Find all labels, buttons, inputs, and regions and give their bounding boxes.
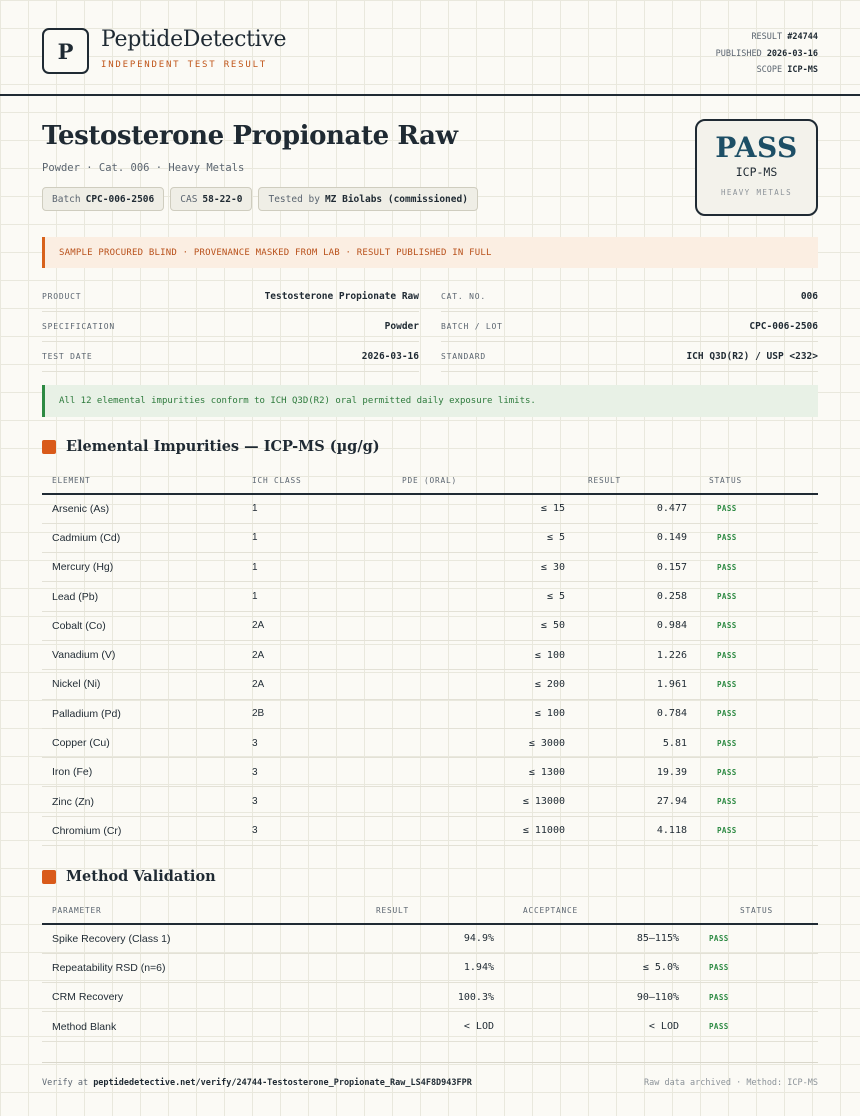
acceptance-criteria: 85–115% [504, 924, 689, 953]
element-name: Palladium (Pd) [42, 699, 242, 728]
section-marker-icon [42, 440, 56, 454]
ich-class: 3 [242, 728, 392, 757]
ich-class: 3 [242, 758, 392, 787]
table-row [42, 1012, 818, 1041]
result-value: 1.226 [575, 640, 697, 669]
status-badge: PASS [697, 582, 818, 611]
pde-limit: ≤ 15 [392, 494, 575, 523]
col-pde: PDE (ORAL) [392, 467, 575, 494]
pde-limit: ≤ 30 [392, 553, 575, 582]
cas-chip: CAS 58-22-0 [170, 187, 252, 211]
table-row [42, 553, 818, 582]
element-name: Cadmium (Cd) [42, 523, 242, 552]
impurities-section-title: Elemental Impurities — ICP-MS (µg/g) [42, 438, 380, 455]
status-badge: PASS [697, 611, 818, 640]
info-product: PRODUCT Testosterone Propionate Raw [42, 282, 419, 312]
status-badge: PASS [697, 670, 818, 699]
table-row [42, 728, 818, 757]
col-status: STATUS [689, 897, 818, 924]
ich-class: 1 [242, 582, 392, 611]
info-spec: SPECIFICATION Powder [42, 312, 419, 342]
pde-limit: ≤ 50 [392, 611, 575, 640]
element-name: Nickel (Ni) [42, 670, 242, 699]
result-id: RESULT #24744 [751, 32, 818, 42]
validation-table [42, 897, 818, 1042]
table-row [42, 924, 818, 953]
col-class: ICH CLASS [242, 467, 392, 494]
status-badge: PASS [697, 816, 818, 845]
verdict-method: ICP-MS [735, 165, 778, 179]
info-cat: CAT. NO. 006 [441, 282, 818, 312]
page-header [0, 0, 860, 96]
status-badge: PASS [697, 758, 818, 787]
status-badge: PASS [689, 953, 818, 982]
ich-class: 2A [242, 670, 392, 699]
result-value: 1.94% [352, 953, 504, 982]
info-date: TEST DATE 2026-03-16 [42, 342, 419, 372]
table-row [42, 787, 818, 816]
table-row [42, 816, 818, 845]
ich-class: 1 [242, 494, 392, 523]
status-badge: PASS [697, 494, 818, 523]
pde-limit: ≤ 100 [392, 640, 575, 669]
result-value: 0.984 [575, 611, 697, 640]
batch-chip: Batch CPC-006-2506 [42, 187, 164, 211]
parameter-name: Spike Recovery (Class 1) [42, 924, 352, 953]
ich-class: 2A [242, 640, 392, 669]
published-date: PUBLISHED 2026-03-16 [715, 48, 818, 59]
footer-divider [42, 1062, 818, 1063]
result-value: 0.157 [575, 553, 697, 582]
col-result: RESULT [352, 897, 504, 924]
status-badge: PASS [697, 787, 818, 816]
element-name: Copper (Cu) [42, 728, 242, 757]
result-value: 0.149 [575, 523, 697, 552]
brand-logo[interactable] [42, 28, 89, 74]
table-row [42, 953, 818, 982]
validation-section-title: Method Validation [42, 868, 216, 885]
table-row [42, 699, 818, 728]
element-name: Mercury (Hg) [42, 553, 242, 582]
element-name: Zinc (Zn) [42, 787, 242, 816]
pde-limit: ≤ 5 [392, 523, 575, 552]
status-badge: PASS [697, 699, 818, 728]
acceptance-criteria: ≤ 5.0% [504, 953, 689, 982]
acceptance-criteria: 90–110% [504, 983, 689, 1012]
table-row [42, 494, 818, 523]
blind-notice: SAMPLE PROCURED BLIND · PROVENANCE MASKED FROM LAB · RESULT PUBLISHED IN FULL [42, 237, 818, 268]
table-row [42, 582, 818, 611]
table-row [42, 640, 818, 669]
parameter-name: Method Blank [42, 1012, 352, 1041]
verify-link[interactable]: peptidedetective.net/verify/24744-Testosterone_Propionate_Raw_LS4F8D943FPR [93, 1078, 472, 1088]
section-marker-icon [42, 870, 56, 884]
info-standard: STANDARD ICH Q3D(R2) / USP <232> [441, 342, 818, 372]
table-row [42, 670, 818, 699]
report-meta [716, 29, 818, 79]
status-badge: PASS [689, 983, 818, 1012]
status-badge: PASS [697, 728, 818, 757]
ich-class: 2B [242, 699, 392, 728]
verdict-word: PASS [715, 131, 798, 164]
col-result: RESULT [575, 467, 697, 494]
conformance-note: All 12 elemental impurities conform to ICH Q3D(R2) oral permitted daily exposure limits. [42, 385, 818, 417]
pde-limit: ≤ 5 [392, 582, 575, 611]
scope: SCOPE ICP-MS [756, 65, 818, 75]
result-value: < LOD [352, 1012, 504, 1041]
logo-letter: P [57, 38, 74, 64]
table-row [42, 983, 818, 1012]
ich-class: 3 [242, 816, 392, 845]
parameter-name: Repeatability RSD (n=6) [42, 953, 352, 982]
result-value: 0.477 [575, 494, 697, 523]
result-value: 19.39 [575, 758, 697, 787]
pde-limit: ≤ 200 [392, 670, 575, 699]
element-name: Lead (Pb) [42, 582, 242, 611]
verify-line: Verify at peptidedetective.net/verify/24744-Testosterone_Propionate_Raw_LS4F8D943FPR [42, 1078, 472, 1088]
element-name: Arsenic (As) [42, 494, 242, 523]
result-value: 100.3% [352, 983, 504, 1012]
status-badge: PASS [697, 523, 818, 552]
pde-limit: ≤ 11000 [392, 816, 575, 845]
status-badge: PASS [697, 640, 818, 669]
footer-method-note: Raw data archived · Method: ICP-MS [644, 1078, 818, 1088]
result-value: 5.81 [575, 728, 697, 757]
parameter-name: CRM Recovery [42, 983, 352, 1012]
brand-tagline: INDEPENDENT TEST RESULT [101, 60, 268, 70]
result-value: 0.258 [575, 582, 697, 611]
status-badge: PASS [689, 1012, 818, 1041]
ich-class: 3 [242, 787, 392, 816]
table-row [42, 523, 818, 552]
product-chips [42, 187, 478, 211]
ich-class: 1 [242, 523, 392, 552]
result-value: 1.961 [575, 670, 697, 699]
col-parameter: PARAMETER [42, 897, 352, 924]
pde-limit: ≤ 3000 [392, 728, 575, 757]
acceptance-criteria: < LOD [504, 1012, 689, 1041]
result-value: 27.94 [575, 787, 697, 816]
element-name: Iron (Fe) [42, 758, 242, 787]
pde-limit: ≤ 1300 [392, 758, 575, 787]
status-badge: PASS [689, 924, 818, 953]
page-subtitle: Powder · Cat. 006 · Heavy Metals [42, 162, 245, 174]
result-value: 0.784 [575, 699, 697, 728]
col-acceptance: ACCEPTANCE [504, 897, 689, 924]
result-value: 4.118 [575, 816, 697, 845]
table-row [42, 758, 818, 787]
col-status: STATUS [697, 467, 818, 494]
ich-class: 1 [242, 553, 392, 582]
element-name: Vanadium (V) [42, 640, 242, 669]
verdict-scope: HEAVY METALS [721, 188, 792, 197]
info-batch: BATCH / LOT CPC-006-2506 [441, 312, 818, 342]
element-name: Chromium (Cr) [42, 816, 242, 845]
page-title: Testosterone Propionate Raw [42, 121, 458, 151]
verdict-badge [695, 119, 818, 216]
pde-limit: ≤ 13000 [392, 787, 575, 816]
impurities-table [42, 467, 818, 846]
brand-name[interactable]: PeptideDetective [101, 27, 287, 52]
tested-by-chip: Tested by MZ Biolabs (commissioned) [258, 187, 477, 211]
ich-class: 2A [242, 611, 392, 640]
table-header-row [42, 467, 818, 494]
status-badge: PASS [697, 553, 818, 582]
element-name: Cobalt (Co) [42, 611, 242, 640]
pde-limit: ≤ 100 [392, 699, 575, 728]
table-header-row [42, 897, 818, 924]
col-element: ELEMENT [42, 467, 242, 494]
result-value: 94.9% [352, 924, 504, 953]
table-row [42, 611, 818, 640]
